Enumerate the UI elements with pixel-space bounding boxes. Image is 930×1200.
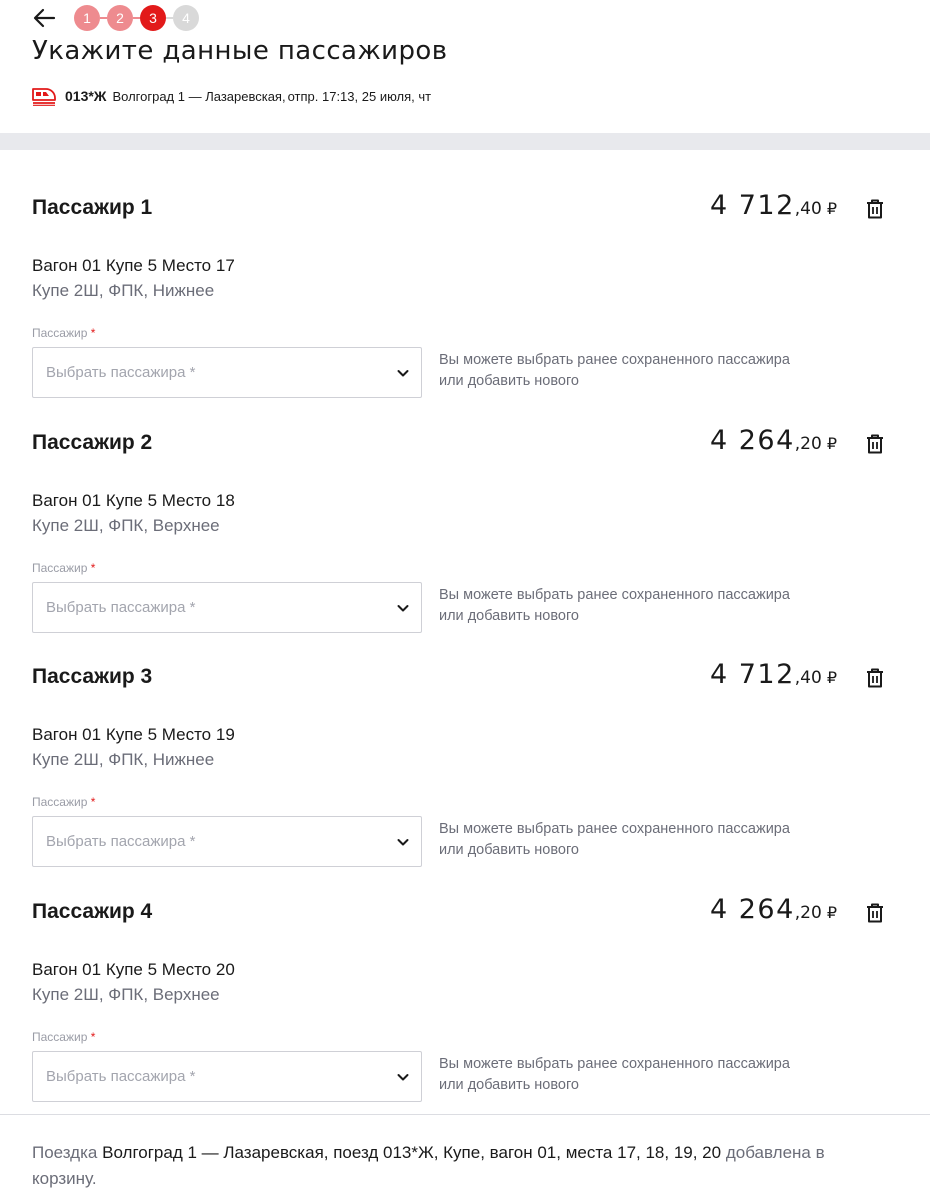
car-type-info: Купе 2Ш, ФПК, Верхнее — [32, 985, 220, 1004]
passenger-card — [0, 867, 930, 1101]
step-connector — [133, 17, 140, 19]
train-icon — [32, 86, 56, 106]
ticket-price — [710, 425, 837, 456]
passenger-select[interactable] — [32, 347, 422, 398]
select-hint: Вы можете выбрать ранее сохраненного пассажира или добавить нового — [439, 352, 790, 389]
select-placeholder: Выбрать пассажира * — [46, 833, 196, 850]
trash-icon[interactable] — [865, 433, 885, 455]
progress-steps — [74, 5, 199, 31]
passenger-title: Пассажир 4 — [32, 900, 153, 923]
seat-info: Вагон 01 Купе 5 Место 17 — [32, 256, 235, 275]
chevron-down-icon — [396, 1070, 410, 1084]
select-hint: Вы можете выбрать ранее сохраненного пассажира или добавить нового — [439, 587, 790, 624]
page-header — [0, 0, 930, 133]
passenger-title: Пассажир 2 — [32, 431, 153, 454]
seat-info: Вагон 01 Купе 5 Место 18 — [32, 491, 235, 510]
car-type-info: Купе 2Ш, ФПК, Нижнее — [32, 281, 215, 300]
required-mark: * — [90, 326, 96, 340]
page-title: Укажите данные пассажиров — [32, 36, 448, 66]
car-type-info: Купе 2Ш, ФПК, Нижнее — [32, 750, 215, 769]
trip-summary — [32, 84, 431, 108]
footer-divider — [0, 1114, 930, 1115]
select-hint: Вы можете выбрать ранее сохраненного пассажира или добавить нового — [439, 821, 790, 858]
passenger-select[interactable] — [32, 1051, 422, 1102]
price-cents: ,40 — [794, 199, 822, 219]
step-connector — [166, 17, 173, 19]
currency-symbol: ₽ — [826, 903, 837, 922]
trash-icon[interactable] — [865, 902, 885, 924]
step-4: 4 — [173, 5, 199, 31]
currency-symbol: ₽ — [826, 668, 837, 687]
price-cents: ,20 — [794, 434, 822, 454]
notice-suffix: добавлена в корзину. — [32, 1143, 825, 1188]
select-placeholder: Выбрать пассажира * — [46, 599, 196, 616]
select-placeholder: Выбрать пассажира * — [46, 364, 196, 381]
trash-icon[interactable] — [865, 198, 885, 220]
section-divider — [0, 133, 930, 150]
ticket-price — [710, 894, 837, 925]
passenger-select[interactable] — [32, 582, 422, 633]
passenger-field-label: Пассажир * — [32, 1030, 96, 1044]
passenger-field-label: Пассажир * — [32, 561, 96, 575]
seat-info: Вагон 01 Купе 5 Место 20 — [32, 960, 235, 979]
step-2[interactable]: 2 — [107, 5, 133, 31]
step-1[interactable]: 1 — [74, 5, 100, 31]
chevron-down-icon — [396, 366, 410, 380]
required-mark: * — [90, 1030, 96, 1044]
price-integer: 4 712 — [709, 190, 795, 221]
price-integer: 4 264 — [709, 425, 795, 456]
price-cents: ,40 — [794, 668, 822, 688]
cart-notice — [32, 1140, 852, 1192]
route-text: Волгоград 1 — Лазаревская, — [112, 88, 286, 104]
step-connector — [100, 17, 107, 19]
select-placeholder: Выбрать пассажира * — [46, 1068, 196, 1085]
arrow-left-icon[interactable] — [32, 6, 58, 30]
price-cents: ,20 — [794, 903, 822, 923]
chevron-down-icon — [396, 835, 410, 849]
notice-trip-details: Волгоград 1 — Лазаревская, поезд 013*Ж, Купе, вагон 01, места 17, 18, 19, 20 — [102, 1143, 722, 1162]
chevron-down-icon — [396, 601, 410, 615]
ticket-price — [710, 190, 837, 221]
required-mark: * — [90, 795, 96, 809]
select-hint: Вы можете выбрать ранее сохраненного пассажира или добавить нового — [439, 1056, 790, 1093]
price-integer: 4 712 — [709, 659, 795, 690]
ticket-price — [710, 659, 837, 690]
passenger-title: Пассажир 1 — [32, 196, 153, 219]
train-number: 013*Ж — [65, 88, 107, 104]
currency-symbol: ₽ — [826, 199, 837, 218]
seat-info: Вагон 01 Купе 5 Место 19 — [32, 725, 235, 744]
price-integer: 4 264 — [709, 894, 795, 925]
passenger-card — [0, 632, 930, 866]
car-type-info: Купе 2Ш, ФПК, Верхнее — [32, 516, 220, 535]
trash-icon[interactable] — [865, 667, 885, 689]
step-3-current: 3 — [140, 5, 166, 31]
passenger-field-label: Пассажир * — [32, 795, 96, 809]
departure-text: отпр. 17:13, 25 июля, чт — [287, 88, 432, 104]
currency-symbol: ₽ — [826, 434, 837, 453]
passenger-card — [0, 163, 930, 397]
passenger-card — [0, 398, 930, 632]
notice-prefix: Поездка — [32, 1143, 98, 1162]
required-mark: * — [90, 561, 96, 575]
passenger-field-label: Пассажир * — [32, 326, 96, 340]
passenger-title: Пассажир 3 — [32, 665, 153, 688]
passenger-select[interactable] — [32, 816, 422, 867]
